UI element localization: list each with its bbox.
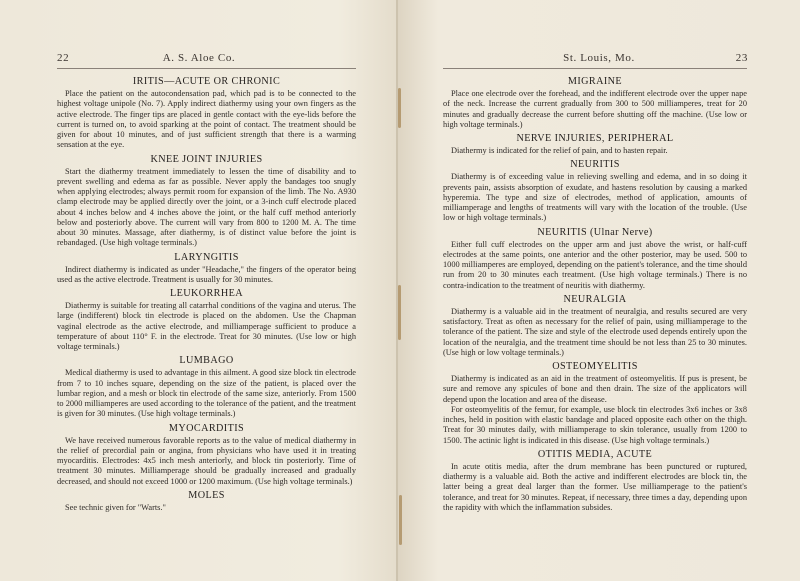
section-title: MIGRAINE <box>567 76 623 87</box>
section-title: OTITIS MEDIA, ACUTE <box>537 448 653 460</box>
section-title: LUMBAGO <box>179 355 234 367</box>
right-text-column <box>443 73 747 513</box>
section-title: NEURITIS (Ulnar Nerve) <box>537 226 653 238</box>
paper-tear-mark <box>398 285 401 340</box>
section-paragraph: Diathermy is suitable for treating all catarrhal conditions of the vagina and uterus. The large (indifferent) block tin electrode is placed on the abdomen. Use the Chapman vaginal electrode as the active electrode, and milliamperage sufficient to produce a temperature of about 110° F. in the electrode. Treat for 30 minutes. (Use low or high voltage terminals.) <box>57 301 356 351</box>
section-title: IRITIS—ACUTE OR CHRONIC <box>132 76 281 87</box>
left-running-head: A. S. Aloe Co. <box>162 52 236 64</box>
section-paragraph: Place one electrode over the forehead, and the indifferent electrode over the upper nape of the neck. Increase the current gradually from 300 to 500 milliamperes, treat for 20 minutes and gradually decrease the current before shutting off the machine. (Use low or high voltage terminals.) <box>443 89 747 129</box>
section-title: KNEE JOINT INJURIES <box>150 153 263 165</box>
left-page <box>0 0 398 581</box>
section-paragraph: Diathermy is of exceeding value in relieving swelling and edema, and in so doing it prevents pain, assists absorption of exudate, and hastens resolution by causing a marked hyperemia. The type and size of electrodes, method of application, amounts of milliamperage and lengths of treatments will vary with the location of the trouble. (Use low or high voltage terminals.) <box>443 172 747 223</box>
section-paragraph: Diathermy is indicated as an aid in the treatment of osteomyelitis. If pus is present, be sure and remove any spicules of bone and then drain. The size of the applicators will depend upon the location and area of the disease. <box>443 374 747 404</box>
paper-tear-mark <box>399 495 402 545</box>
section-title: OSTEOMYELITIS <box>552 361 638 372</box>
right-header-rule <box>443 68 747 69</box>
section-title: LEUKORRHEA <box>169 288 244 299</box>
section-paragraph: Diathermy is a valuable aid in the treatment of neuralgia, and results secured are very satisfactory. Treat as often as necessary for the relief of pain, using milliamperage to the tolerance of the patient. The size and style of the electrode used depends entirely upon the location of the neuralgia, and the treatment time should be not less than 25 to 30 minutes. (Use high or low voltage terminals.) <box>443 306 747 357</box>
section-paragraph: Diathermy is indicated for the relief of pain, and to hasten repair. <box>451 146 668 155</box>
left-page-number: 22 <box>57 52 70 64</box>
section-paragraph: Either full cuff electrodes on the upper arm and just above the wrist, or half-cuff electrodes at the same points, one anterior and the other posterior, may be used. 500 to 1000 milliamperes are employed, depending on the patient's tolerance, and the time should run from 20 to 30 minutes each treatment. (Use high voltage terminals.) There is no contra-indication to the treatment of neuritis with diathermy. <box>443 239 747 290</box>
right-running-head: St. Louis, Mo. <box>563 52 635 64</box>
section-title: NEURITIS <box>570 159 620 171</box>
section-paragraph: Start the diathermy treatment immediately to lessen the time of disability and to prevent swelling and edema as far as possible. Never apply the bandages too snugly when applying electrodes; always permit room for expansion of the limb. The No. A930 clamp electrode may be applied directly over the joint, or a 3-inch cuff electrode placed about 4 inches below and 4 inches above the joint, or the half cuff method anteriorly below and posteriorly above. The current will vary from 800 to 1200 M. A. The time about 30 minutes. Massage, after diathermy, is of distinct value before the joint is rebandaged. (Use high voltage terminals.) <box>57 166 356 248</box>
section-paragraph: Place the patient on the autocondensation pad, which pad is to be connected to the highest voltage unipole (No. 7). Apply indirect diathermy using your own fingers as the active electrode. The finger tips are placed in gentle contact with the eye-lids before the current is turned on, to avoid sparking at the point of contact. The treatment should be given for about 10 minutes, and of just sufficient strength that there is a warming sensation at the eye. <box>57 89 356 150</box>
section-title: LARYNGITIS <box>174 251 239 263</box>
section-paragraph: We have received numerous favorable reports as to the value of medical diathermy in the relief of precordial pain or angina, from physicians who have used it in treating myocarditis. Electrodes: 4x5 inch mesh anteriorly, and block tin posteriorly. Time of treatment 30 minutes. Milliamperage should be gradually increased and gradually decreased, and should not exceed 1000 or 1200 maximum. (Use high voltage terminals.) <box>57 435 356 486</box>
section-paragraph: For osteomyelitis of the femur, for example, use block tin electrodes 3x6 inches or 3x8 inches, held in position with elastic bandage and placed opposite each other on the thigh. Treat for 30 minutes daily, with milliamperage to skin tolerance, usually from 1200 to 1500. The actinic light is indicated in this disease. (Use high voltage terminals.) <box>443 404 747 445</box>
section-paragraph: See technic given for "Warts." <box>65 502 166 512</box>
section-paragraph: Medical diathermy is used to advantage in this ailment. A good size block tin electrode from 7 to 10 inches square, depending on the size of the patient, is placed over the lumbar region, and a mesh or block tin electrode of the same size, anteriorly. From 1500 to 2000 milliamperes are used according to the tolerance of the patient, and the treatment is given for 30 minutes. (Use high voltage terminals.) <box>57 368 356 419</box>
left-header-rule <box>57 68 356 69</box>
right-page-number: 23 <box>735 52 748 64</box>
section-paragraph: In acute otitis media, after the drum membrane has been punctured or ruptured, diathermy is a valuable aid. Both the active and indifferent electrodes are block tin, the latter being a great deal larger than the former. Use milliamperage to the patient's tolerance, and treat for 30 minutes. Repeat, if necessary, three times a day, depending upon the rapidity with which the inflammation subsides. <box>443 461 747 512</box>
section-title: NEURALGIA <box>563 293 627 305</box>
section-title: NERVE INJURIES, PERIPHERAL <box>516 133 674 144</box>
left-text-column <box>57 73 356 513</box>
section-title: MYOCARDITIS <box>168 422 245 434</box>
right-page <box>398 0 800 581</box>
paper-tear-mark <box>398 88 401 128</box>
section-title: MOLES <box>188 489 225 501</box>
section-paragraph: Indirect diathermy is indicated as under "Headache," the fingers of the operator being used as the active electrode. Treatment is usually for 30 minutes. <box>57 264 356 284</box>
